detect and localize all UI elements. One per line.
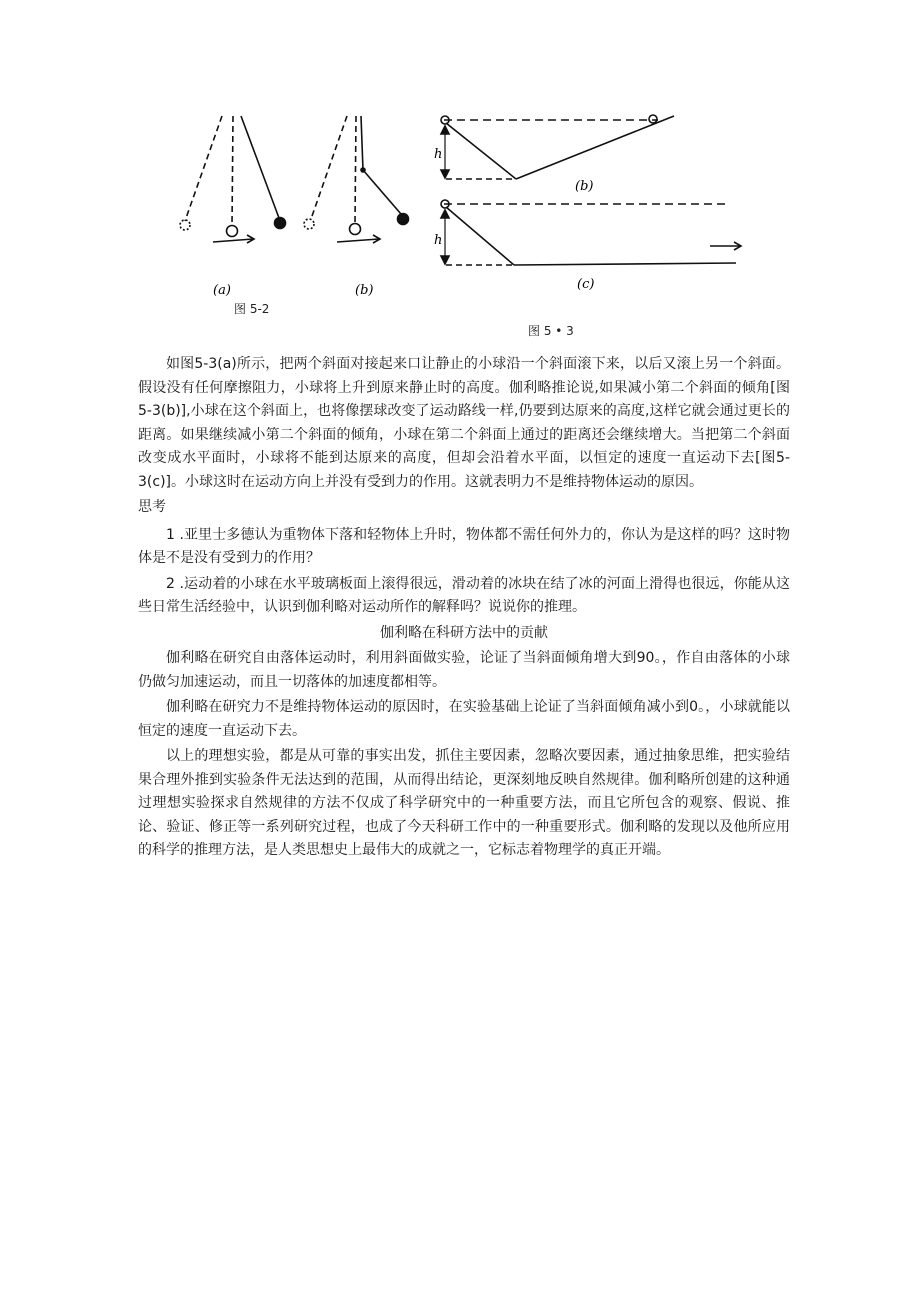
fig53b-left-incline [446,123,516,179]
figure-5-3-label-b: (b) [575,179,594,194]
figure-5-3-diagram [430,108,750,298]
figure-5-2-label-b: (b) [355,283,374,298]
pendulum-b-left-string [311,116,347,219]
pendulum-b-lower-string [363,170,401,214]
pendulum-a-left-ball [180,220,190,230]
figure-5-2-label-a: (a) [213,283,231,298]
pendulum-b-center-ball [350,224,361,235]
pendulum-a-right-string [241,116,279,218]
fig53c-horizontal-plane [514,263,736,265]
pendulum-b-arrow [337,239,379,242]
paragraph-free-fall: 伽利略在研究自由落体运动时，利用斜面做实验，论证了当斜面倾角增大到90。，作自由落体的小球仍做匀加速运动，而且一切落体的加速度都相等。 [138,650,790,690]
fig53c-h-arrow-down [441,256,449,264]
body-text [138,353,790,865]
paragraph-force: 伽利略在研究力不是维持物体运动的原因时，在实验基础上论证了当斜面倾角减小到0。，小球就能以恒定的速度一直运动下去。 [138,699,790,739]
pendulum-b-nail [361,168,365,172]
fig53c-h-label: h [434,233,443,248]
pendulum-a-center-string [232,116,233,226]
pendulum-b-left-ball [304,219,314,229]
figure-5-3-label-c: (c) [577,277,595,292]
fig53b-h-label: h [434,147,443,162]
pendulum-a-left-string [185,116,222,221]
fig53c-incline [446,207,514,265]
pendulum-b-right-ball [398,214,409,225]
question-1: 1 .亚里士多德认为重物体下落和轻物体上升时，物体都不需任何外力的，你认为是这样的吗？这时物体是不是没有受到力的作用？ [138,526,790,566]
question-2: 2 .运动着的小球在水平玻璃板面上滚得很远，滑动着的冰块在结了冰的河面上滑得也很远，你能从这些日常生活经验中，认识到伽利略对运动所作的解释吗？说说你的推理。 [138,575,790,615]
paragraph-inclined-plane: 如图5-3(a)所示，把两个斜面对接起来口让静止的小球沿一个斜面滚下来，以后又滚上另一个斜面。假设没有任何摩擦阻力，小球将上升到原来静止时的高度。伽利略推论说,如果减小第二个斜面的倾角[图5-3(b)],小球在这个斜面上，也将像摆球改变了运动路线一样,仍要到达原来的高度,这样它就会通过更长的距离。如果继续减小第二个斜面的倾角，小球在第二个斜面上通过的距离还会继续增大。当把第二个斜面改变成水平面时，小球将不能到达原来的高度，但却会沿着水平面，以恒定的速度一直运动下去[图5-3(c)]。小球这时在运动方向上并没有受到力的作用。这就表明力不是维持物体运动的原因。 [138,356,790,490]
figure-5-3-caption: 图 5 • 3 [528,324,574,338]
section-title: 伽利略在科研方法中的贡献 [380,624,548,641]
fig53b-end-ball [649,115,657,123]
figure-5-2-diagram [165,108,435,308]
think-title: 思考 [138,499,166,515]
paragraph-method: 以上的理想实验，都是从可靠的事实出发，抓住主要因素，忽略次要因素，通过抽象思维，把实验结果合理外推到实验条件无法达到的范围，从而得出结论，更深刻地反映自然规律。伽利略所创建的这种通过理想实验探求自然规律的方法不仅成了科学研究中的一种重要方法，而且它所包含的观察、假说、推论、验证、修正等一系列研究过程，也成了今天科研工作中的一种重要形式。伽利略的发现以及他所应用的科学的推理方法，是人类思想史上最伟大的成就之一，它标志着物理学的真正开端。 [138,748,790,858]
pendulum-a-right-ball [275,218,286,229]
fig53b-h-arrow-up [441,126,449,134]
fig53b-right-incline [516,116,674,179]
pendulum-a-center-ball [227,226,238,237]
fig53b-h-arrow-down [441,170,449,178]
figure-5-2-caption: 图 5-2 [234,302,270,316]
pendulum-b-center-string [355,116,356,223]
fig53c-h-arrow-up [441,210,449,218]
pendulum-b-upper-string [361,116,363,170]
pendulum-a-arrow [213,239,253,242]
